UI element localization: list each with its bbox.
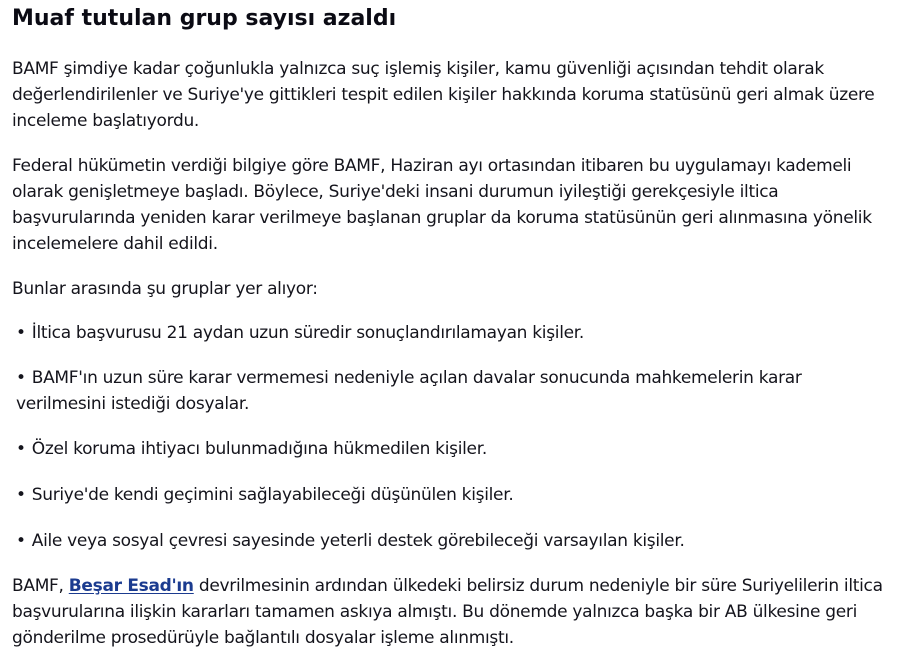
paragraph-text-end: devrilmesinin ardından ülkedeki belirsiz durum nedeniyle bir süre Suriyelilerin iltica başvurularına ilişkin kararları tamamen askıya almıştı. Bu dönemde yalnızca başka bir AB ülkesine geri gönderilme prosedürüyle bağlantılı dosyalar işleme alınmıştı. — [12, 576, 883, 648]
bullet-item-2 — [12, 365, 896, 417]
paragraph-bamf-suspension — [12, 573, 896, 651]
article-body — [12, 0, 896, 651]
paragraph-bamf-previous-practice: BAMF şimdiye kadar çoğunlukla yalnızca suç işlemiş kişiler, kamu güvenliği açısından tehdit olarak değerlendirilenler ve Suriye'ye gittikleri tespit edilen kişiler hakkında koruma statüsünü geri almak üzere inceleme başlatıyordu. — [12, 59, 875, 131]
bullet-text: Suriye'de kendi geçimini sağlayabileceği düşünülen kişiler. — [31, 485, 514, 505]
bullet-item-4 — [12, 482, 896, 508]
bullet-text: İltica başvurusu 21 aydan uzun süredir sonuçlandırılamayan kişiler. — [31, 323, 585, 343]
bullet-text: Aile veya sosyal çevresi sayesinde yeterli destek görebileceği varsayılan kişiler. — [31, 531, 685, 551]
bullet-icon: • — [16, 485, 26, 505]
bullet-item-1 — [12, 320, 896, 346]
paragraph-text-start: BAMF, — [12, 576, 69, 596]
bullet-text: Özel koruma ihtiyacı bulunmadığına hükmedilen kişiler. — [31, 439, 487, 459]
paragraph-groups-intro: Bunlar arasında şu gruplar yer alıyor: — [12, 279, 318, 299]
bullet-icon: • — [16, 439, 26, 459]
bullet-item-3 — [12, 436, 896, 462]
besar-esad-link[interactable]: Beşar Esad'ın — [68, 576, 194, 596]
bullet-icon: • — [16, 323, 26, 343]
section-heading: Muaf tutulan grup sayısı azaldı — [12, 6, 397, 31]
paragraph-federal-government-info: Federal hükümetin verdiği bilgiye göre BAMF, Haziran ayı ortasından itibaren bu uygulamayı kademeli olarak genişletmeye başladı. Böylece, Suriye'deki insani durumun iyileştiği gerekçesiyle iltica başvurularında yeniden karar verilmeye başlanan gruplar da koruma statüsünün geri alınmasına yönelik incelemelere dahil edildi. — [12, 156, 872, 254]
bullet-icon: • — [16, 368, 26, 388]
bullet-icon: • — [16, 531, 26, 551]
bullet-text: BAMF'ın uzun süre karar vermemesi nedeniyle açılan davalar sonucunda mahkemelerin karar verilmesini istediği dosyalar. — [16, 368, 802, 414]
bullet-item-5 — [12, 528, 896, 554]
